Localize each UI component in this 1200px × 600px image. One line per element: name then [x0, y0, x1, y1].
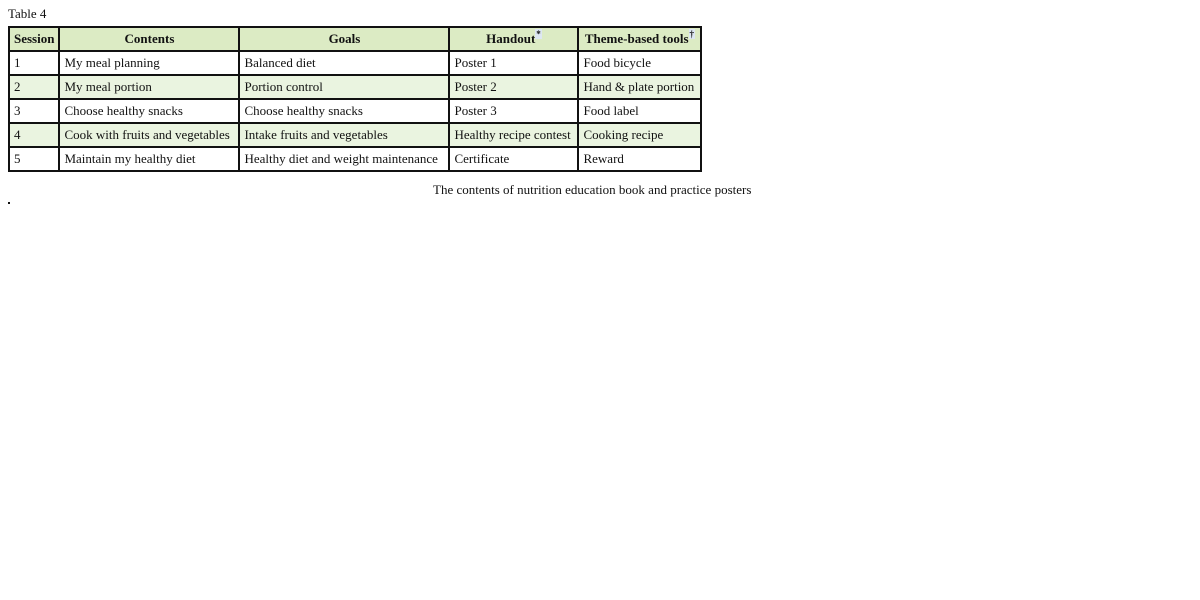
cell-session: 3	[9, 99, 59, 123]
header-contents-label: Contents	[124, 31, 175, 46]
cell-goals: Portion control	[239, 75, 449, 99]
cell-goals: Healthy diet and weight maintenance	[239, 147, 449, 171]
header-tools	[578, 27, 701, 51]
handout-footnote-link[interactable]: *	[536, 29, 541, 39]
cell-contents: Maintain my healthy diet	[59, 147, 239, 171]
cell-contents: Cook with fruits and vegetables	[59, 123, 239, 147]
header-contents	[59, 27, 239, 51]
header-goals	[239, 27, 449, 51]
cell-goals: Choose healthy snacks	[239, 99, 449, 123]
table-row	[9, 123, 701, 147]
cell-handout: Healthy recipe contest	[449, 123, 578, 147]
separator-dot	[8, 202, 10, 204]
cell-contents: My meal planning	[59, 51, 239, 75]
table-caption: The contents of nutrition education book and practice posters	[433, 182, 752, 197]
header-handout	[449, 27, 578, 51]
cell-session: 4	[9, 123, 59, 147]
cell-handout: Certificate	[449, 147, 578, 171]
table-row	[9, 147, 701, 171]
header-handout-label: Handout	[486, 31, 536, 46]
table-row	[9, 99, 701, 123]
cell-handout: Poster 1	[449, 51, 578, 75]
cell-handout: Poster 2	[449, 75, 578, 99]
table-row	[9, 75, 701, 99]
nutrition-education-table	[8, 26, 702, 172]
header-session	[9, 27, 59, 51]
table-header-row	[9, 27, 701, 51]
table-row	[9, 51, 701, 75]
cell-tools: Food bicycle	[578, 51, 701, 75]
header-tools-label: Theme-based tools	[584, 31, 689, 46]
cell-contents: Choose healthy snacks	[59, 99, 239, 123]
tools-footnote-link[interactable]: †	[689, 29, 695, 39]
cell-session: 5	[9, 147, 59, 171]
cell-handout: Poster 3	[449, 99, 578, 123]
header-goals-label: Goals	[328, 31, 361, 46]
cell-tools: Food label	[578, 99, 701, 123]
cell-tools: Hand & plate portion	[578, 75, 701, 99]
cell-goals: Balanced diet	[239, 51, 449, 75]
cell-contents: My meal portion	[59, 75, 239, 99]
table-label: Table 4	[8, 6, 47, 21]
cell-session: 1	[9, 51, 59, 75]
cell-tools: Cooking recipe	[578, 123, 701, 147]
cell-tools: Reward	[578, 147, 701, 171]
cell-goals: Intake fruits and vegetables	[239, 123, 449, 147]
header-session-label: Session	[14, 31, 55, 46]
cell-session: 2	[9, 75, 59, 99]
